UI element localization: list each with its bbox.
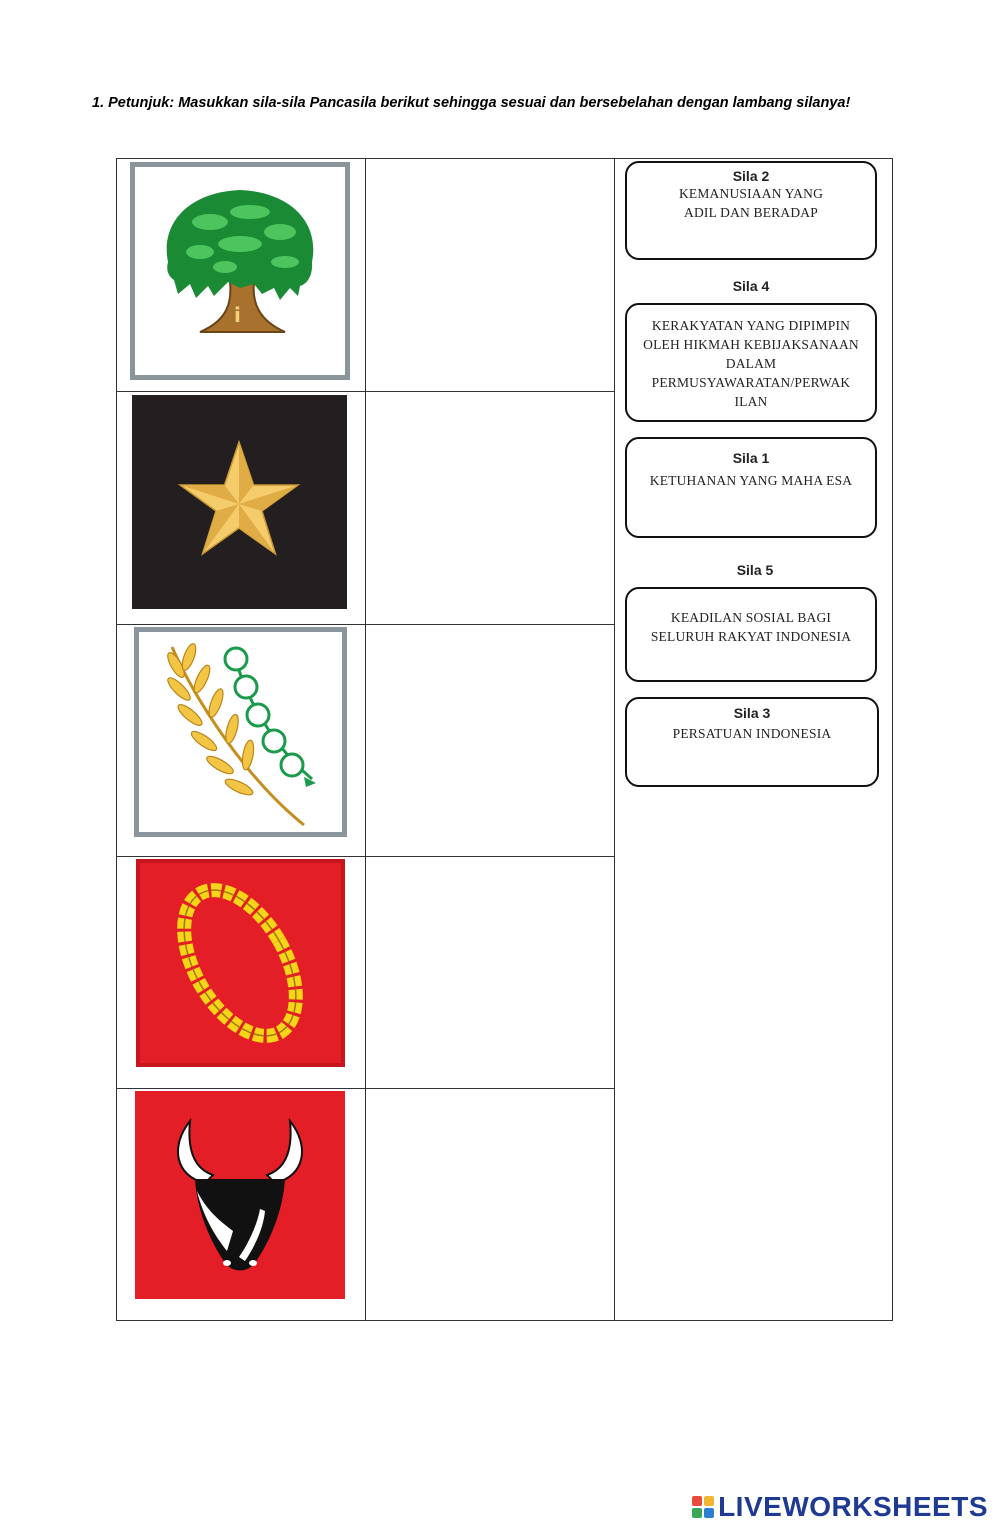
instruction-text: 1. Petunjuk: Masukkan sila-sila Pancasila berikut sehingga sesuai dan bersebelahan dengan lambang silanya!: [92, 95, 851, 111]
liveworksheets-logo: [692, 1490, 988, 1524]
banyan-tree-icon: [130, 162, 350, 380]
card-text: PERSATUAN INDONESIA: [672, 726, 832, 741]
answer-drop-zone-5[interactable]: [366, 1089, 614, 1320]
table-border-left: [116, 158, 117, 1321]
answer-drop-zone-3[interactable]: [366, 625, 614, 856]
card-title: Sila 3: [733, 705, 771, 721]
bull-head-icon: [135, 1091, 345, 1299]
svg-text:i: i: [234, 303, 241, 327]
emblem-chain: [136, 859, 345, 1067]
emblem-rice-cotton: [134, 627, 347, 837]
card-text: KEADILAN SOSIAL BAGI SELURUH RAKYAT INDONESIA: [650, 610, 852, 644]
card-title: Sila 4: [732, 278, 770, 294]
logo-text: LIVEWORKSHEETS: [718, 1491, 988, 1522]
logo-square: [692, 1496, 702, 1506]
chain-icon: [136, 859, 345, 1067]
table-border-right: [892, 158, 893, 1321]
rice-cotton-icon: [134, 627, 347, 837]
card-text: KEMANUSIAAN YANG ADIL DAN BERADAP: [678, 186, 824, 220]
sila-card-4[interactable]: [625, 303, 877, 422]
emblem-banyan-tree: [130, 162, 350, 380]
gold-star-icon: [132, 395, 347, 609]
logo-mark-icon: [692, 1496, 714, 1518]
emblem-bull-head: [135, 1091, 345, 1299]
card-text: KETUHANAN YANG MAHA ESA: [649, 473, 853, 488]
card-title: Sila 5: [736, 562, 774, 578]
column-divider: [614, 158, 615, 1321]
sila-card-2[interactable]: [625, 161, 877, 260]
card-text: KERAKYATAN YANG DIPIMPIN OLEH HIKMAH KEBIJAKSANAAN DALAM PERMUSYAWARATAN/PERWAK ILAN: [643, 318, 859, 409]
card-title: Sila 1: [732, 450, 770, 466]
answer-drop-zone-2[interactable]: [366, 392, 614, 624]
logo-square: [692, 1508, 702, 1518]
card-title: Sila 2: [732, 168, 770, 184]
sila-card-5[interactable]: [625, 587, 877, 682]
table-border-bottom: [116, 1320, 893, 1321]
logo-square: [704, 1496, 714, 1506]
logo-square: [704, 1508, 714, 1518]
answer-drop-zone-1[interactable]: [366, 159, 614, 391]
sila-card-3[interactable]: [625, 697, 879, 787]
emblem-gold-star: [132, 395, 347, 609]
answer-drop-zone-4[interactable]: [366, 857, 614, 1088]
sila-card-1[interactable]: [625, 437, 877, 538]
